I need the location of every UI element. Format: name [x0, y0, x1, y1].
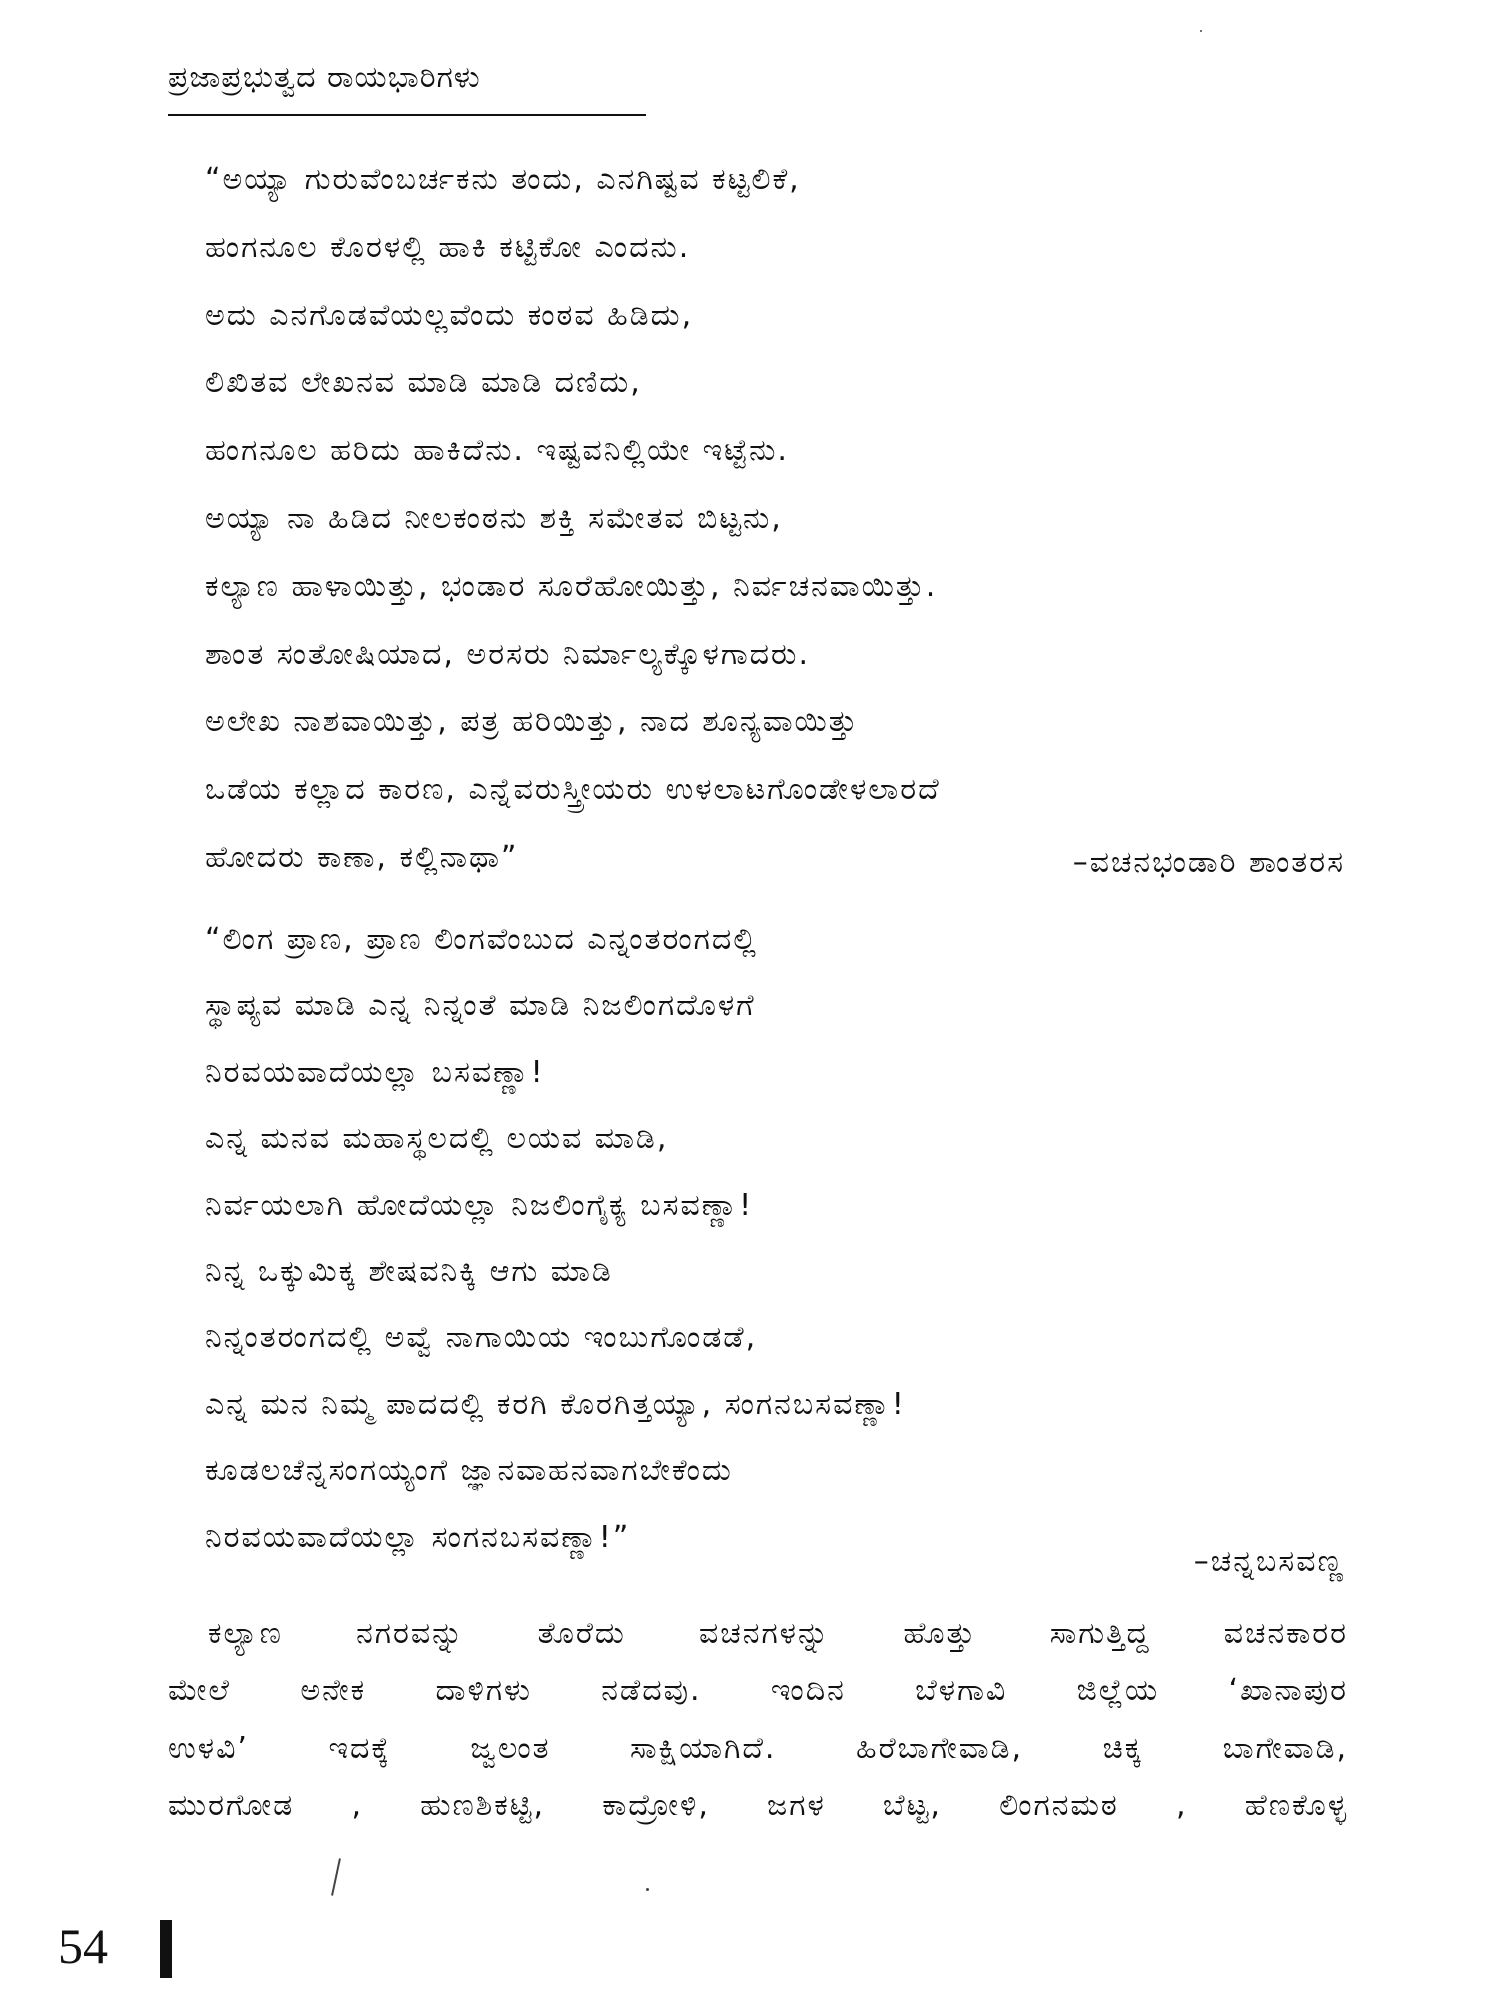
poem-line: ಕಲ್ಯಾಣ ಹಾಳಾಯಿತ್ತು, ಭಂಡಾರ ಸೂರೆಹೋಯಿತ್ತು, ನಿರ್ವಚನವಾಯಿತ್ತು. — [205, 568, 938, 604]
poem-attribution: –ಚನ್ನಬಸವಣ್ಣ — [1193, 1544, 1345, 1579]
page-number-bar — [160, 1920, 172, 1978]
poem-line: “ಲಿಂಗ ಪ್ರಾಣ, ಪ್ರಾಣ ಲಿಂಗವೆಂಬುದ ಎನ್ನಂತರಂಗದಲ್ಲಿ — [205, 922, 758, 957]
poem-line: ನಿರವಯವಾದೆಯಲ್ಲಾ ಬಸವಣ್ಣಾ! — [205, 1054, 545, 1090]
scan-dot — [1200, 30, 1202, 32]
paragraph-line: ಮೇಲೆ ಅನೇಕ ದಾಳಿಗಳು ನಡೆದವು. ಇಂದಿನ ಬೆಳಗಾವಿ ಜಿಲ್ಲೆಯ ‘ಖಾನಾಪುರ — [168, 1673, 1348, 1709]
poem-channabasavanna — [205, 920, 906, 1584]
header-rule — [168, 114, 646, 116]
poem-line: “ಅಯ್ಯಾ ಗುರುವೆಂಬರ್ಚಕನು ತಂದು, ಎನಗಿಷ್ಟವ ಕಟ್ಟಲಿಕೆ, — [205, 162, 801, 197]
scan-dot — [646, 1888, 649, 1891]
poem-line: ಕೂಡಲಚೆನ್ನಸಂಗಯ್ಯಂಗೆ ಜ್ಞಾನವಾಹನವಾಗಬೇಕೆಂದು — [205, 1453, 733, 1489]
paragraph-line: ಕಲ್ಯಾಣ ನಗರವನ್ನು ತೊರೆದು ವಚನಗಳನ್ನು ಹೊತ್ತು ಸಾಗುತ್ತಿದ್ದ ವಚನಕಾರರ — [208, 1616, 1348, 1651]
poem-line: ನಿರ್ವಯಲಾಗಿ ಹೋದೆಯಲ್ಲಾ ನಿಜಲಿಂಗೈಕ್ಯ ಬಸವಣ್ಣಾ! — [205, 1187, 754, 1223]
scan-mark — [331, 1858, 341, 1896]
poem-line: ಹಂಗನೂಲ ಕೊರಳಲ್ಲಿ ಹಾಕಿ ಕಟ್ಟಿಕೋ ಎಂದನು. — [205, 229, 691, 265]
poem-line: ಅಯ್ಯಾ ನಾ ಹಿಡಿದ ನೀಲಕಂಠನು ಶಕ್ತಿ ಸಮೇತವ ಬಿಟ್ಟನು, — [205, 500, 783, 536]
body-paragraph — [168, 1614, 1348, 1843]
paragraph-line: ಮುರಗೋಡ , ಹುಣಶಿಕಟ್ಟಿ, ಕಾದ್ರೋಳಿ, ಜಗಳ ಬೆಟ್ಟ, ಲಿಂಗನಮಠ , ಹೆಣಕೊಳ್ಳ — [168, 1787, 1348, 1823]
poem-line: ನಿನ್ನಂತರಂಗದಲ್ಲಿ ಅವ್ವೆ ನಾಗಾಯಿಯ ಇಂಬುಗೊಂಡಡೆ, — [205, 1320, 758, 1356]
poem-line: ಲಿಖಿತವ ಲೇಖನವ ಮಾಡಿ ಮಾಡಿ ದಣಿದು, — [205, 365, 642, 401]
poem-line: ಹಂಗನೂಲ ಹರಿದು ಹಾಕಿದೆನು. ಇಷ್ಟವನಿಲ್ಲಿಯೇ ಇಟ್ಟೆನು. — [205, 433, 789, 469]
poem-line: ನಿನ್ನ ಒಕ್ಕುಮಿಕ್ಕ ಶೇಷವನಿಕ್ಕಿ ಆಗು ಮಾಡಿ — [205, 1253, 613, 1289]
poem-line: ಅಲೇಖ ನಾಶವಾಯಿತ್ತು, ಪತ್ರ ಹರಿಯಿತ್ತು, ನಾದ ಶೂನ್ಯವಾಯಿತ್ತು — [205, 704, 859, 740]
poem-attribution: –ವಚನಭಂಡಾರಿ ಶಾಂತರಸ — [1072, 845, 1345, 880]
poem-line: ಸ್ಥಾಪ್ಯವ ಮಾಡಿ ಎನ್ನ ನಿನ್ನಂತೆ ಮಾಡಿ ನಿಜಲಿಂಗದೊಳಗೆ — [205, 988, 756, 1024]
poem-line: ಅದು ಎನಗೊಡವೆಯಲ್ಲವೆಂದು ಕಂಠವ ಹಿಡಿದು, — [205, 297, 694, 333]
poem-line: ಶಾಂತ ಸಂತೋಷಿಯಾದ, ಅರಸರು ನಿರ್ಮಾಲ್ಯಕ್ಕೊಳಗಾದರು. — [205, 636, 810, 672]
poem-line: ಎನ್ನ ಮನವ ಮಹಾಸ್ಥಲದಲ್ಲಿ ಲಯವ ಮಾಡಿ, — [205, 1121, 669, 1157]
poem-line: ನಿರವಯವಾದೆಯಲ್ಲಾ ಸಂಗನಬಸವಣ್ಣಾ!” — [205, 1519, 631, 1555]
poem-line: ಒಡೆಯ ಕಲ್ಲಾದ ಕಾರಣ, ಎನ್ನೆವರುಸ್ತ್ರೀಯರು ಉಳಲಾಟಗೊಂಡೇಳಲಾರದೆ — [205, 772, 941, 808]
poem-line: ಹೋದರು ಕಾಣಾ, ಕಲ್ಲಿನಾಥಾ” — [205, 839, 519, 875]
paragraph-line: ಉಳವಿ’ ಇದಕ್ಕೆ ಜ್ವಲಂತ ಸಾಕ್ಷಿಯಾಗಿದೆ. ಹಿರೆಬಾಗೇವಾಡಿ, ಚಿಕ್ಕ ಬಾಗೇವಾಡಿ, — [168, 1730, 1348, 1766]
poem-shantarasa — [205, 160, 941, 906]
page-number: 54 — [58, 1918, 108, 1974]
poem-line: ಎನ್ನ ಮನ ನಿಮ್ಮ ಪಾದದಲ್ಲಿ ಕರಗಿ ಕೊರಗಿತ್ತಯ್ಯಾ, ಸಂಗನಬಸವಣ್ಣಾ! — [205, 1386, 906, 1422]
running-header: ಪ್ರಜಾಪ್ರಭುತ್ವದ ರಾಯಭಾರಿಗಳು — [168, 60, 481, 95]
